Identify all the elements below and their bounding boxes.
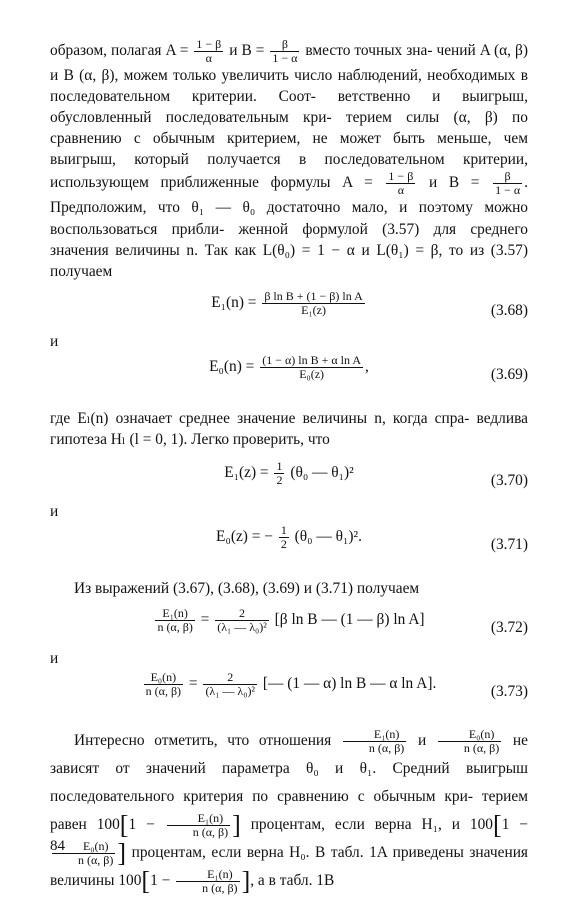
text: в последовательном критерии, использующем приближенные [50, 151, 528, 192]
numerator: 1 [280, 523, 287, 538]
numerator: E₁(n) [176, 868, 239, 882]
equation-lhs: E₀(n) = [209, 357, 259, 375]
text: ведлива гипотеза Hₗ (l = 0, 1). Легко проверить, что [50, 409, 528, 448]
bracket: [ [119, 810, 129, 840]
page-body [50, 38, 528, 895]
text: процентам, если верна H₁, [240, 816, 442, 834]
text: 1 − [150, 872, 175, 890]
denominator: n (α, β) [463, 741, 500, 756]
page-number: 84 [50, 838, 65, 854]
fraction [260, 354, 363, 381]
fraction [386, 170, 415, 197]
numerator: 2 [203, 671, 257, 685]
equation-3-73 [50, 671, 528, 713]
fraction [438, 728, 501, 755]
text: , а в табл. 1B [250, 872, 335, 890]
equation-3-69 [50, 354, 528, 396]
numerator: E₀(n) [52, 840, 115, 854]
text: где Eₗ(n) означает среднее значение величины n, когда спра- [50, 409, 470, 427]
equation-rhs: [β ln B — (1 — β) ln A] [270, 611, 425, 629]
paragraph-4 [50, 727, 528, 895]
numerator: β [493, 170, 522, 184]
denominator: n (α, β) [145, 684, 182, 699]
denominator: E₁(z) [301, 302, 326, 317]
numerator: 1 − β [388, 169, 414, 184]
text: и [408, 732, 436, 750]
equation-number: (3.70) [490, 472, 528, 490]
fraction [493, 170, 522, 197]
fraction [167, 812, 230, 839]
text: ветственно и выигрыш, обусловленный последовательным кри- [50, 88, 528, 127]
fraction [194, 38, 223, 65]
text: приведены значения величины 100 [50, 844, 529, 890]
conjunction: и [50, 503, 59, 521]
numerator: E₀(n) [438, 728, 501, 742]
paragraph-3: Из выражений (3.67), (3.68), (3.69) и (3.71) получаем [74, 580, 420, 598]
text: формулы A = [270, 174, 385, 192]
equation-number: (3.69) [490, 365, 528, 383]
equation-rhs: (θ₀ — θ₁)². [290, 528, 362, 546]
equation-number: (3.73) [490, 683, 528, 701]
text: и B = [225, 42, 269, 60]
equation-number: (3.72) [490, 619, 528, 637]
denominator: n (α, β) [192, 825, 229, 840]
conjunction: и [50, 650, 59, 668]
equation-3-72 [50, 607, 528, 649]
fraction [274, 460, 284, 487]
denominator: 2 [280, 537, 287, 552]
numerator: E₀(n) [144, 671, 183, 685]
bracket: ] [241, 866, 251, 896]
denominator: n (α, β) [202, 881, 238, 896]
numerator: E₁(n) [343, 728, 406, 742]
fraction [203, 671, 257, 698]
text: вместо точных зна- [301, 42, 433, 60]
bracket: ] [117, 838, 127, 868]
equation-number: (3.71) [490, 536, 528, 554]
equation-number: (3.68) [490, 301, 528, 319]
denominator: n (α, β) [157, 620, 193, 635]
numerator: (1 − α) ln B + α ln A [262, 352, 361, 367]
paragraph-2 [50, 408, 528, 450]
equation-rhs: , [365, 357, 369, 375]
text: терием силы (α, β) по сравнению с обычным критерием, [50, 109, 528, 148]
bracket: [ [141, 866, 151, 896]
fraction [262, 290, 364, 317]
denominator: (λ₁ — λ₀)² [205, 684, 256, 699]
equation-lhs: E₁(z) = [224, 464, 273, 482]
text: последовательного критерия по сравнению с обычным кри- [50, 788, 473, 806]
denominator: (λ₁ — λ₀)² [217, 620, 267, 635]
numerator: E₁(n) [167, 812, 230, 826]
text: достаточно мало, и поэтому можно воспользоваться прибли- [50, 199, 528, 238]
denominator: 1 − α [272, 51, 298, 65]
equals-sign: = [196, 611, 214, 629]
text: и B = [417, 174, 492, 192]
denominator: 2 [276, 473, 283, 488]
paragraph-1 [50, 38, 528, 282]
text: не может быть меньше, чем выигрыш, который получается [50, 130, 528, 169]
fraction [215, 607, 269, 634]
numerator: E₁(n) [155, 607, 194, 621]
bracket: [ [493, 810, 502, 840]
text: Интересно отметить, что отношения [74, 732, 341, 750]
numerator: 1 − β [196, 37, 222, 51]
fraction [155, 607, 194, 634]
fraction [279, 524, 289, 551]
denominator: α [397, 183, 404, 198]
text: женной формулой (3.57) для среднего значения величины n. [50, 220, 528, 259]
equation-lhs: E₁(n) = [211, 293, 261, 311]
text: наблюдений, необходимых в последовательном критерии. Соот- [50, 67, 528, 106]
text: . Предположим, что θ₁ — θ₀ [50, 174, 528, 217]
text: терием равен 100 [50, 788, 528, 834]
equals-sign: = [185, 675, 202, 693]
fraction [343, 728, 406, 755]
numerator: 2 [215, 607, 269, 621]
numerator: β [270, 38, 299, 52]
equation-rhs: [— (1 — α) ln B — α ln A]. [259, 675, 437, 693]
equation-lhs: E₀(z) = − [216, 528, 277, 546]
text: 1 − [501, 816, 528, 834]
denominator: n (α, β) [78, 853, 114, 868]
text: 1 − [128, 816, 165, 834]
text: процентам, если верна H₀. В табл. 1A [126, 844, 388, 862]
text: образом, полагая A = [50, 42, 193, 60]
fraction [144, 671, 183, 698]
bracket: ] [232, 810, 241, 840]
text: Так как L(θ₀) = 1 − α и L(θ₁) = β, то из (3.57) получаем [50, 241, 528, 280]
equation-3-70 [50, 460, 528, 502]
fraction [176, 868, 239, 895]
text: и 100 [451, 816, 494, 834]
equation-3-68 [50, 290, 528, 332]
text: чений A (α, β) и B (α, β), можем только увеличить число [50, 42, 528, 84]
denominator: α [205, 51, 212, 65]
numerator: 1 [276, 459, 283, 474]
conjunction: и [50, 332, 59, 350]
equation-3-71 [50, 524, 528, 566]
numerator: β ln B + (1 − β) ln A [264, 288, 363, 303]
denominator: E₀(z) [299, 366, 325, 381]
denominator: n (α, β) [368, 741, 405, 756]
denominator: 1 − α [495, 183, 521, 198]
text: не [503, 732, 528, 750]
text: зависят от значений параметра θ₀ и θ₁. Средний выигрыш [50, 760, 528, 778]
fraction [270, 38, 299, 65]
equation-rhs: (θ₀ — θ₁)² [286, 464, 354, 482]
